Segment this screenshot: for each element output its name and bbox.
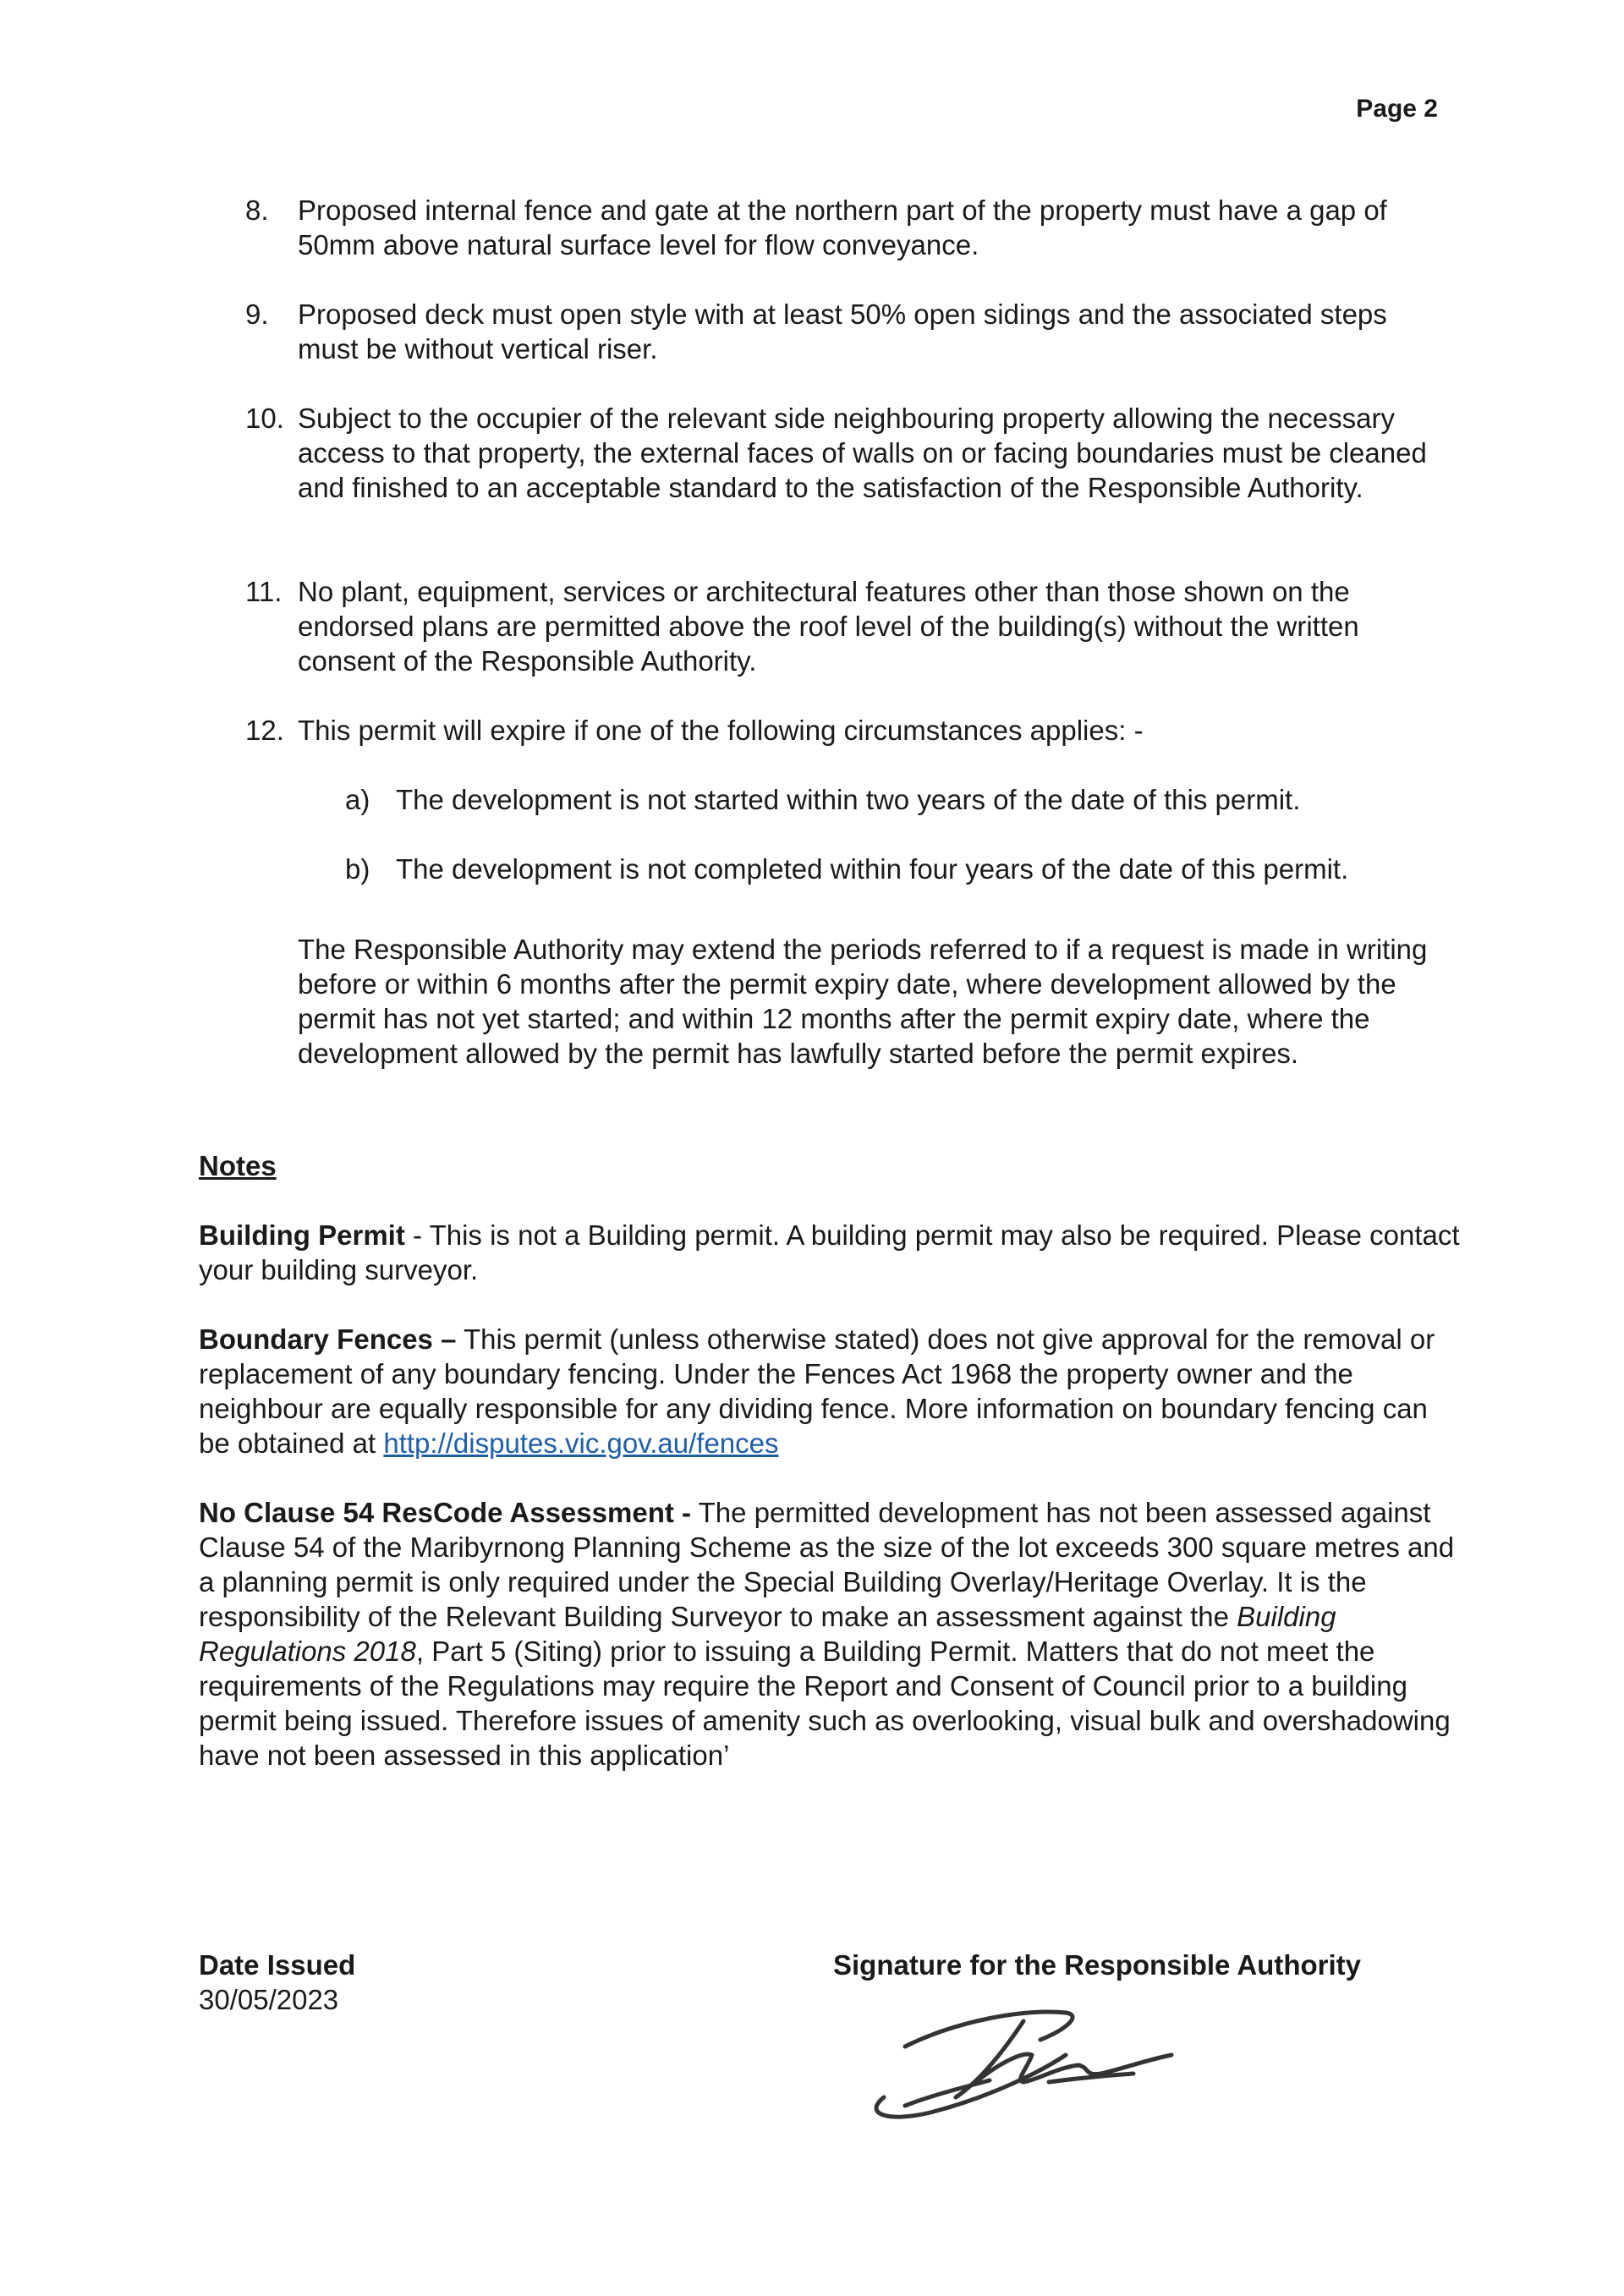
- note-building-permit: [199, 1218, 1463, 1287]
- regulations-title: Building Regulations 2018: [199, 1601, 1336, 1667]
- condition-text: No plant, equipment, services or architectural features other than those shown on the endorsed plans are permitted above the roof level of the building(s) without the written consent of the Responsible Authority.: [298, 576, 1359, 677]
- condition-number: 8.: [245, 195, 269, 226]
- condition-number: 10.: [245, 403, 284, 434]
- condition-text: Proposed deck must open style with at least 50% open sidings and the associated steps must be without vertical riser.: [298, 299, 1387, 364]
- notes-heading: Notes: [199, 1150, 277, 1181]
- condition-11: [245, 574, 1455, 678]
- note-text: The permitted development has not been assessed against Clause 54 of the Maribyrnong Planning Scheme as the size of the lot exceeds 300 square metres and a planning permit is only required under the Special Building Overlay/Heritage Overlay. It is the responsibility of the Relevant Building Surveyor to make an assessment against the: [199, 1497, 1455, 1632]
- condition-text: Proposed internal fence and gate at the northern part of the property must have a gap of 50mm above natural surface level for flow conveyance.: [298, 195, 1387, 260]
- expiry-item-b: [345, 852, 1462, 886]
- note-text: This permit (unless otherwise stated) does not give approval for the removal or replacement of any boundary fencing. Under the Fences Act 1968 the property owner and the neighbour are equally responsible for any dividing fence. More information on boundary fencing can be obtained at: [199, 1323, 1435, 1459]
- condition-number: 11.: [245, 576, 283, 607]
- sub-item-text: The development is not started within two years of the date of this permit.: [396, 784, 1301, 815]
- note-label: Building Permit: [199, 1219, 405, 1251]
- condition-10: [245, 401, 1455, 505]
- fences-link[interactable]: http://disputes.vic.gov.au/fences: [383, 1427, 779, 1459]
- sub-item-letter: b): [345, 853, 370, 885]
- sub-item-letter: a): [345, 784, 370, 815]
- condition-number: 12.: [245, 715, 284, 746]
- condition-text: This permit will expire if one of the following circumstances applies: -: [298, 715, 1144, 746]
- note-text-continued: , Part 5 (Siting) prior to issuing a Building Permit. Matters that do not meet the requirements of the Regulations may require the Report and Consent of Council prior to a building permit being issued. Therefore issues of amenity such as overlooking, visual bulk and overshadowing have not been assessed in this application’: [199, 1636, 1451, 1771]
- date-issued-label: Date Issued: [199, 1949, 356, 1981]
- sub-item-text: The development is not completed within four years of the date of this permit.: [396, 853, 1349, 885]
- condition-9: [245, 297, 1455, 366]
- note-clause-54: [199, 1495, 1463, 1773]
- condition-number: 9.: [245, 299, 269, 330]
- condition-text: Subject to the occupier of the relevant side neighbouring property allowing the necessary access to that property, the external faces of walls on or facing boundaries must be cleaned and finished to an acceptable standard to the satisfaction of the Responsible Authority.: [298, 403, 1427, 503]
- note-label: Boundary Fences –: [199, 1323, 457, 1355]
- condition-8: [245, 193, 1455, 262]
- note-label: No Clause 54 ResCode Assessment -: [199, 1497, 691, 1528]
- date-issued-value: 30/05/2023: [199, 1984, 339, 2015]
- expiry-item-a: [345, 782, 1462, 817]
- condition-12: [245, 713, 1455, 748]
- expiry-extension-paragraph: The Responsible Authority may extend the periods referred to if a request is made in writing before or within 6 months after the permit expiry date, where development allowed by the permit has not yet started; and within 12 months after the permit expiry date, where the development allowed by the permit has lawfully started before the permit expires.: [298, 934, 1428, 1069]
- note-text: - This is not a Building permit. A building permit may also be required. Please contact your building surveyor.: [199, 1219, 1460, 1285]
- signature-label: Signature for the Responsible Authority: [833, 1949, 1361, 1981]
- page-number: Page 2: [1356, 95, 1438, 123]
- note-boundary-fences: [199, 1322, 1463, 1460]
- signature-image: [854, 1987, 1193, 2131]
